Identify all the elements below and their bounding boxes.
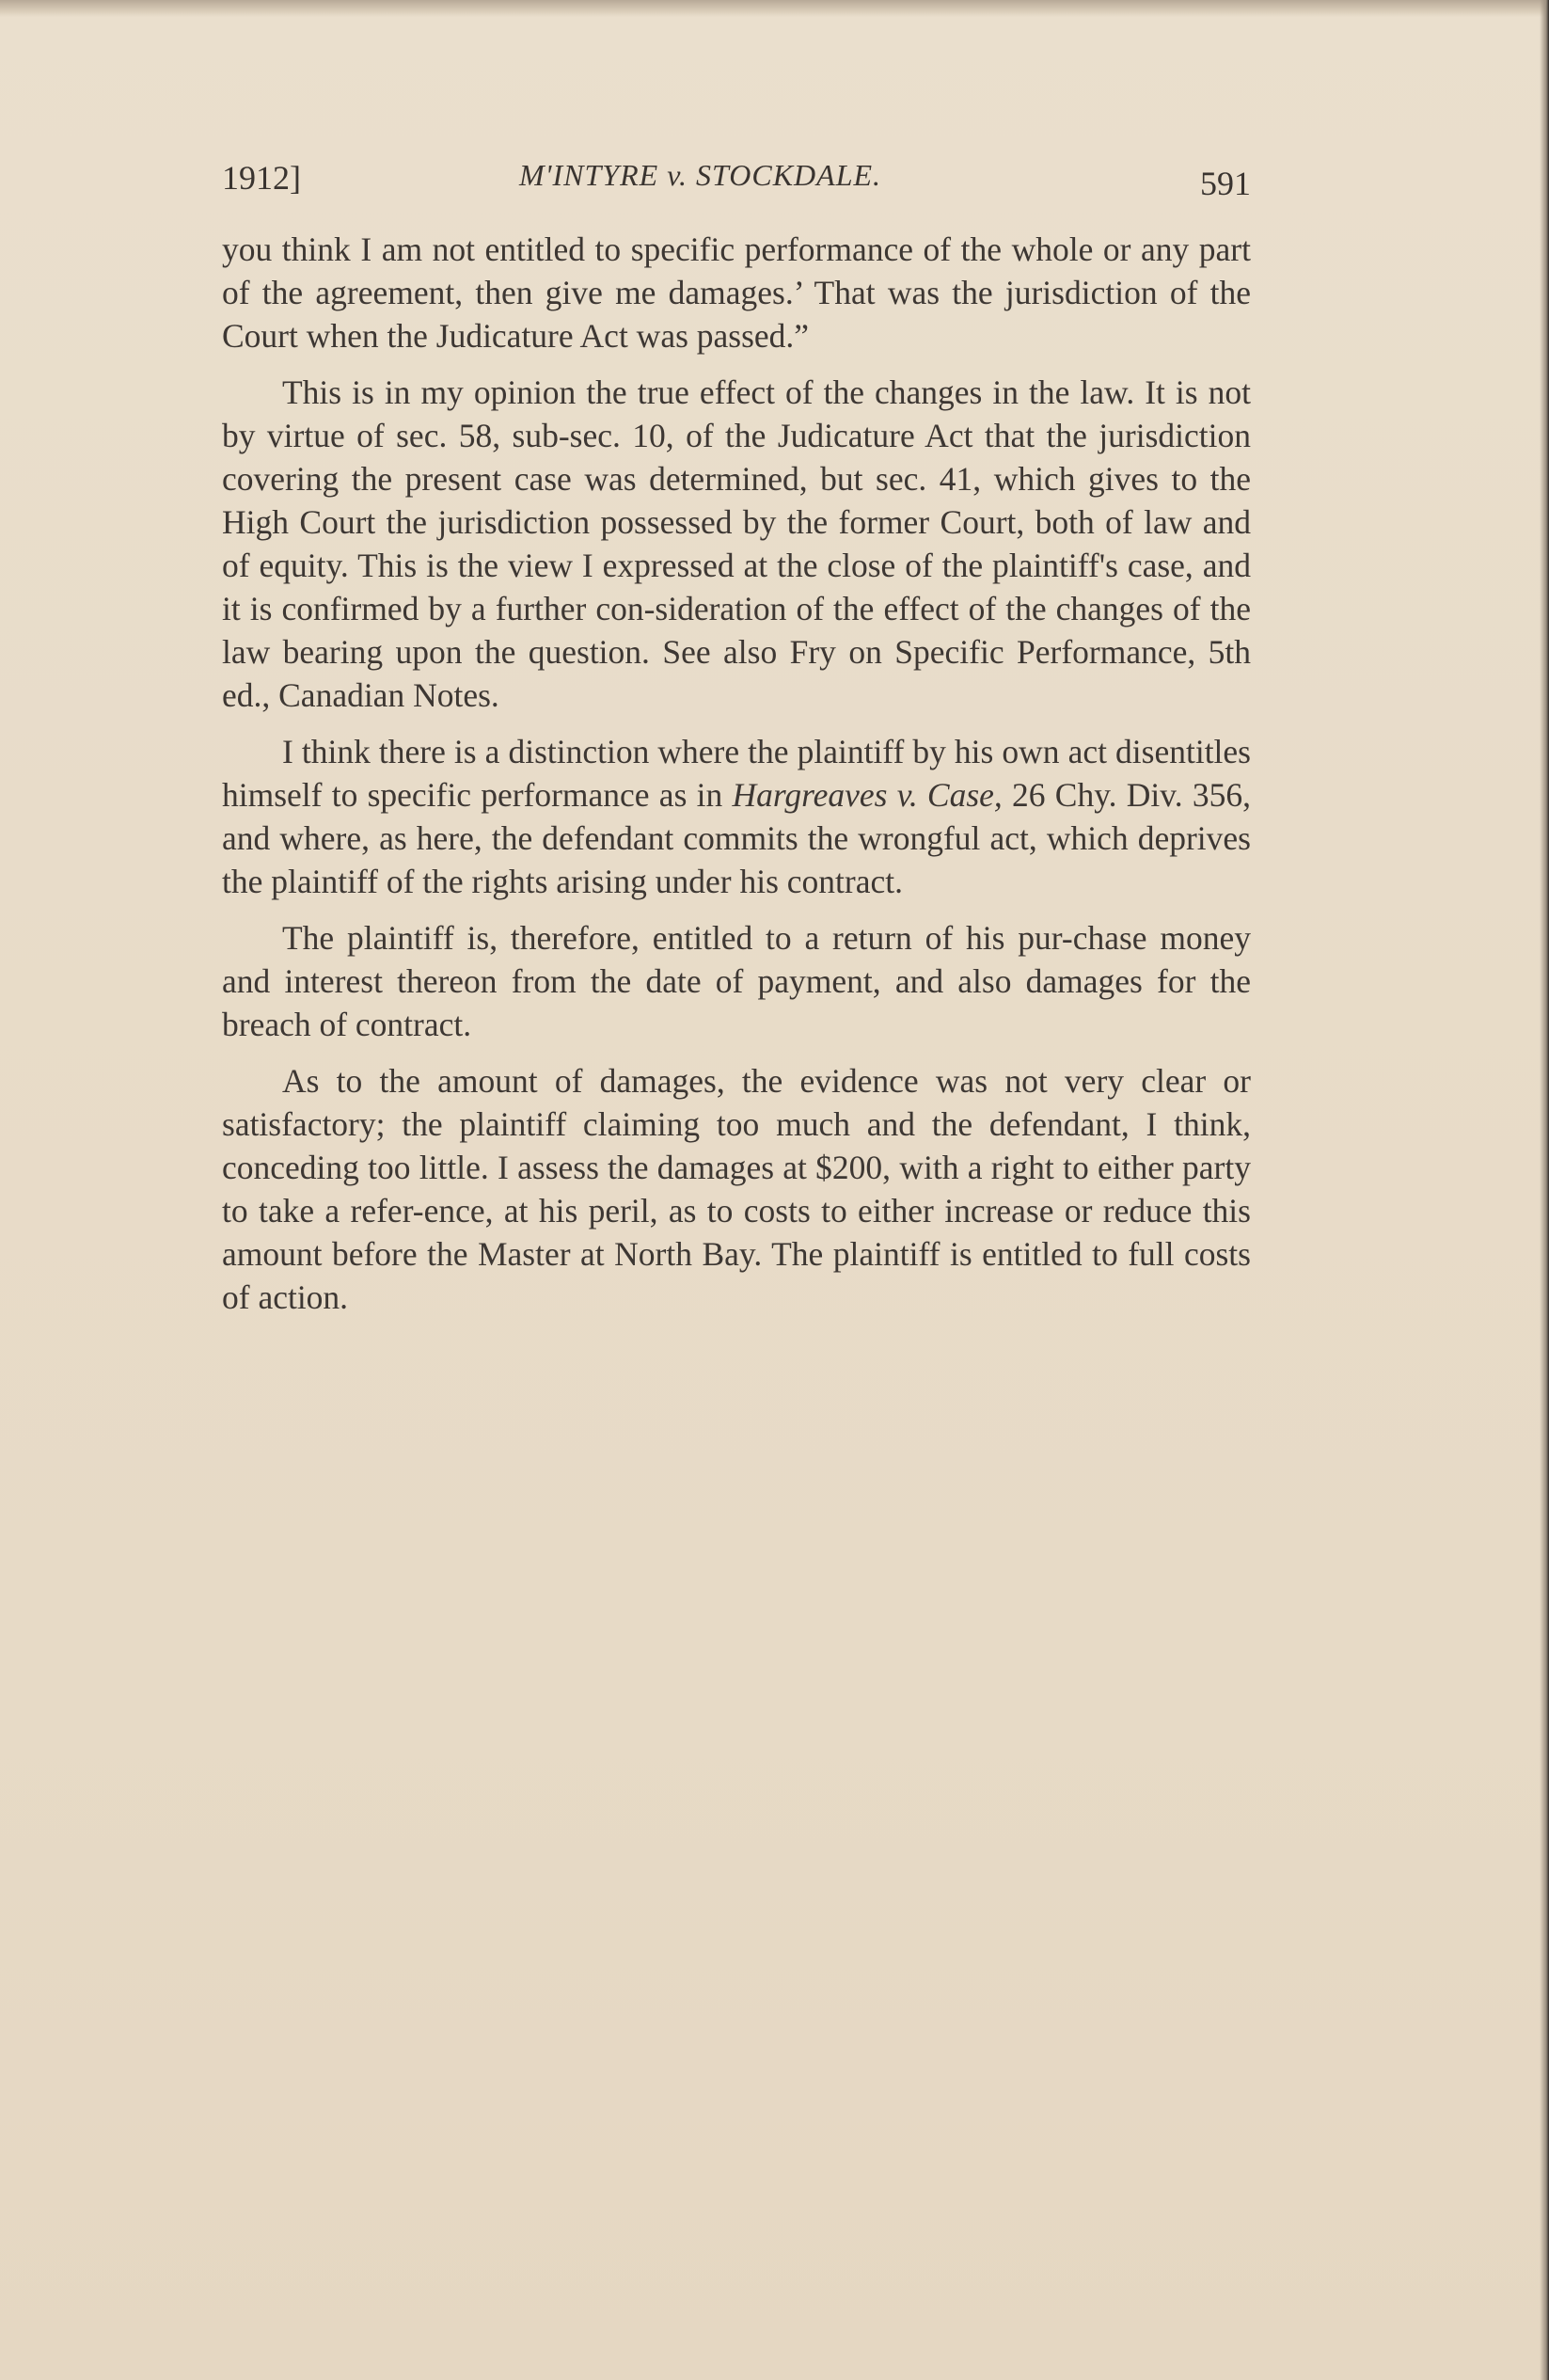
- paragraph-effect-of-changes: This is in my opinion the true effect of the changes in the law. It is not by virtue of sec. 58, sub-sec. 10, of the Judicature Act that the jurisdiction covering the present case was determined, but sec. 41, which gives to the High Court the jurisdiction possessed by the former Court, both of law and of equity. This is the view I expressed at the close of the plaintiff's case, and it is confirmed by a further con-sideration of the effect of the changes of the law bearing upon the question. See also Fry on Specific Performance, 5th ed., Canadian Notes.: [222, 373, 1251, 714]
- page-right-edge: [1540, 0, 1549, 2380]
- paragraph-continued-quote: you think I am not entitled to specific performance of the whole or any part of the agreement, then give me damages.’ That was the jurisdiction of the Court when the Judicature Act was passed.”: [222, 230, 1251, 355]
- paragraph-text-after-case: 26 Chy. Div. 356, and where, as here, the defendant commits the wrongful act, which deprives the plaintiff of the rights arising under his contract.: [222, 776, 1251, 900]
- case-name-citation: Hargreaves v. Case,: [732, 776, 1003, 814]
- page-number: 591: [1200, 165, 1251, 202]
- paragraph-damages-assessment: As to the amount of damages, the evidence was not very clear or satisfactory; the plaintiff claiming too much and the defendant, I think, conceding too little. I assess the damages at $200, with a right to either party to take a refer-ence, at his peril, as to costs to either increase or reduce this amount before the Master at North Bay. The plaintiff is entitled to full costs of action.: [222, 1062, 1251, 1316]
- page-top-edge: [0, 0, 1549, 17]
- header-case-title: M'INTYRE v. STOCKDALE.: [519, 158, 882, 192]
- paragraph-distinction: [222, 730, 1251, 903]
- paragraph-entitlement: The plaintiff is, therefore, entitled to a return of his pur-chase money and interest thereon from the date of payment, and also damages for the breach of contract.: [222, 919, 1251, 1043]
- paragraph-text-before-case: I think there is a distinction where the plaintiff by his own act disentitles himself to specific performance as in: [222, 733, 1251, 814]
- header-year: 1912]: [222, 159, 301, 197]
- body-text: [222, 228, 1251, 1332]
- running-header: [222, 152, 1251, 209]
